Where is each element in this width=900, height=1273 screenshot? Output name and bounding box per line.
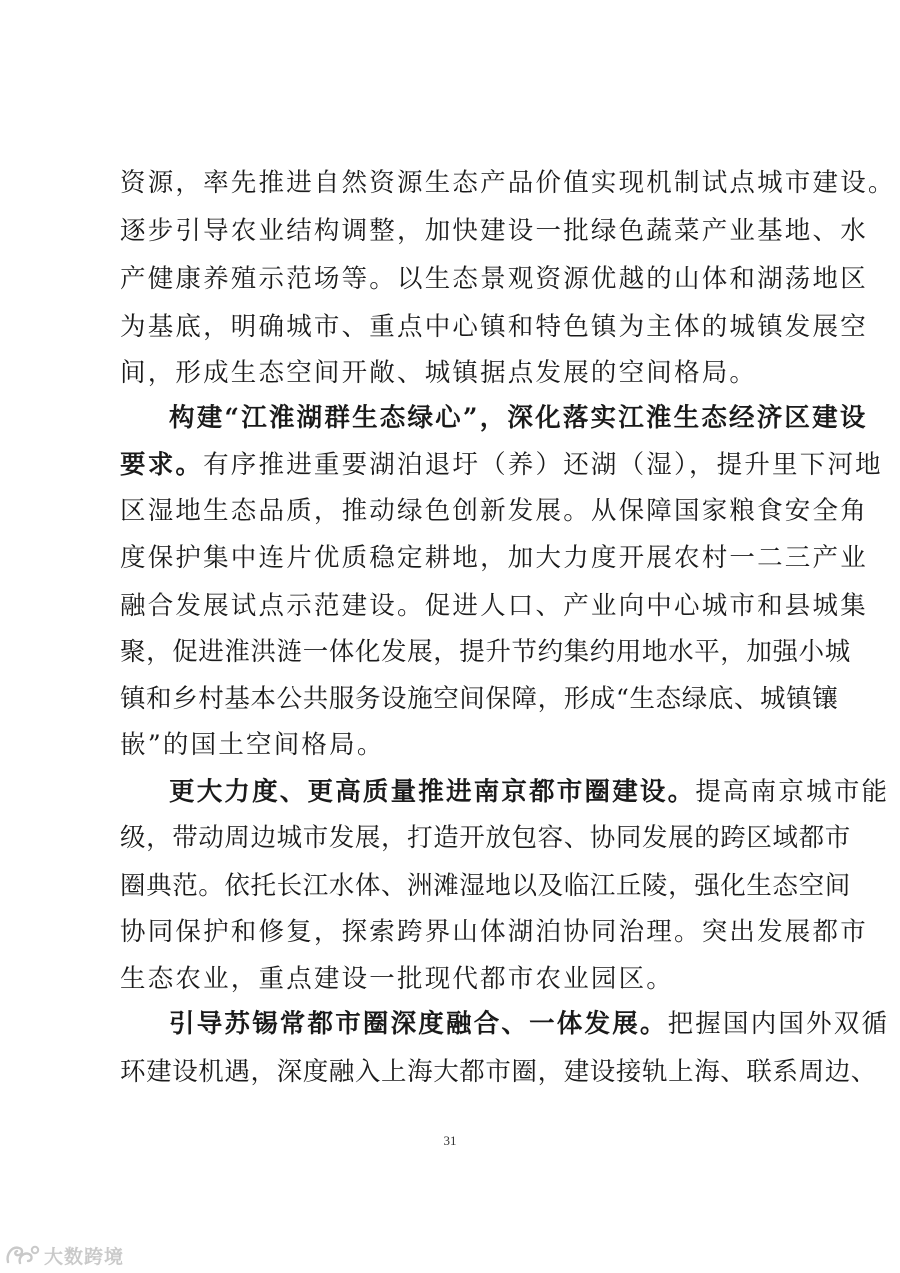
line-text: 协同保护和修复，探索跨界山体湖泊协同治理。突出发展都市 <box>120 917 868 947</box>
line-lead: 更大力度、更高质量推进南京都市圈建设。 <box>169 777 696 807</box>
text-line-15 <box>120 823 851 853</box>
line-text: 圈典范。依托长江水体、洲滩湿地以及临江丘陵，强化生态空间 <box>120 871 851 901</box>
line-text: 区湿地生态品质，推动绿色创新发展。从保障国家粮食安全角 <box>120 496 868 526</box>
line-text: 为基底，明确城市、重点中心镇和特色镇为主体的城镇发展空 <box>120 312 868 342</box>
line-text: 有序推进重要湖泊退圩（养）还湖（湿），提升里下河地 <box>203 450 883 480</box>
text-line-9 <box>120 543 868 573</box>
logo-icon <box>4 1242 40 1268</box>
line-lead: 引导苏锡常都市圈深度融合、一体发展。 <box>169 1009 668 1039</box>
watermark <box>4 1240 124 1270</box>
text-line-3 <box>120 264 868 294</box>
line-text: 产健康养殖示范场等。以生态景观资源优越的山体和湖荡地区 <box>120 264 868 294</box>
text-line-10 <box>120 591 868 621</box>
text-line-7 <box>120 450 883 480</box>
text-line-20 <box>120 1057 877 1087</box>
text-line-5 <box>120 358 757 388</box>
line-text: 提高南京城市能 <box>695 777 890 807</box>
page-number: 31 <box>443 1133 457 1148</box>
line-text: 间，形成生态空间开敞、城镇据点发展的空间格局。 <box>120 358 758 388</box>
line-lead: 构建“江淮湖群生态绿心”，深化落实江淮生态经济区建设 <box>169 403 868 433</box>
line-text: 逐步引导农业结构调整，加快建设一批绿色蔬菜产业基地、水 <box>120 216 868 246</box>
line-lead: 要求。 <box>120 450 204 480</box>
text-line-1 <box>120 168 896 198</box>
watermark-text: 大数跨境 <box>44 1245 125 1268</box>
text-line-6 <box>169 403 868 433</box>
text-line-13 <box>120 730 385 760</box>
text-line-14 <box>169 777 889 807</box>
text-line-11 <box>120 637 851 667</box>
line-text: 把握国内国外双循 <box>667 1009 890 1039</box>
text-line-18 <box>120 964 674 994</box>
line-text: 环建设机遇，深度融入上海大都市圈，建设接轨上海、联系周边、 <box>120 1057 877 1087</box>
line-text: 度保护集中连片优质稳定耕地，加大力度开展农村一二三产业 <box>120 543 868 573</box>
text-line-8 <box>120 496 868 526</box>
text-line-16 <box>120 871 851 901</box>
line-text: 融合发展试点示范建设。促进人口、产业向中心城市和县城集 <box>120 591 868 621</box>
line-text: 聚，促进淮洪涟一体化发展，提升节约集约用地水平，加强小城 <box>120 637 851 667</box>
line-text: 生态农业，重点建设一批现代都市农业园区。 <box>120 964 675 994</box>
text-line-2 <box>120 216 868 246</box>
text-line-12 <box>120 684 838 714</box>
line-text: 资源，率先推进自然资源生态产品价值实现机制试点城市建设。 <box>120 168 896 198</box>
line-text: 嵌”的国土空间格局。 <box>120 730 385 760</box>
line-text: 镇和乡村基本公共服务设施空间保障，形成“生态绿底、城镇镶 <box>120 684 839 714</box>
line-text: 级，带动周边城市发展，打造开放包容、协同发展的跨区域都市 <box>120 823 851 853</box>
text-line-4 <box>120 312 868 342</box>
text-line-19 <box>169 1009 889 1039</box>
text-line-17 <box>120 917 868 947</box>
